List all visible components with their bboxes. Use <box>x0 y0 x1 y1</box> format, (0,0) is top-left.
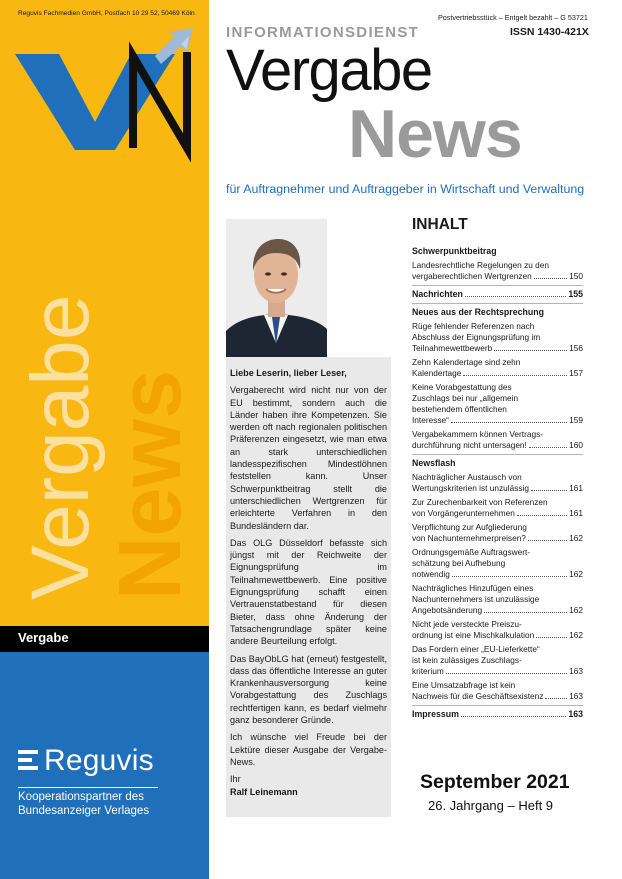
reguvis-brand: Reguvis <box>44 744 154 777</box>
toc-entry-line: Nicht jede versteckte Preiszu- <box>412 619 522 629</box>
toc-entry-line: Nachträglicher Austausch von <box>412 472 522 482</box>
toc-entry-last-line <box>412 630 583 641</box>
toc-entry-text: vergaberechtlichen Wertgrenzen <box>412 271 532 281</box>
toc-section-title: Nachrichten <box>412 289 463 299</box>
toc-entry-text: von Nachunternehmerpreisen? <box>412 533 526 543</box>
toc-page-number: 157 <box>569 368 583 378</box>
category-label: Vergabe <box>18 630 69 645</box>
toc-entry-text: kriterium <box>412 666 444 676</box>
toc-entry-text: Angebotsänderung <box>412 605 483 615</box>
issn-number: ISSN 1430-421X <box>510 26 589 38</box>
toc-entry-line: Keine Vorabgestattung des <box>412 382 512 392</box>
masthead-news: News <box>348 96 522 172</box>
toc-entry-text: notwendig <box>412 569 450 579</box>
toc-entry-text: von Vorgängerunternehmen <box>412 508 515 518</box>
toc-entry-last-line <box>412 691 583 702</box>
toc-leader <box>484 612 567 613</box>
toc-entry[interactable] <box>412 583 583 616</box>
toc-entry[interactable] <box>412 619 583 641</box>
toc-divider <box>412 303 583 304</box>
toc-entry-line: Ordnungsgemäße Auftragswert- <box>412 547 531 557</box>
editorial-paragraph: Das OLG Düsseldorf befasste sich jüngst mit der Reichweite der Eignungsprüfung im Teilnahmewettbewerb. Eine positive Eignungsprüfung schafft einen Vertrauenstatbestand für diesen Bieter, dass ohne Änderung der Tatsachengrundlage später keine andere Beurteilung erfolgt. <box>230 537 387 647</box>
toc-leader <box>494 350 567 351</box>
toc-entry-line: Rüge fehlender Referenzen nach <box>412 321 535 331</box>
toc-leader <box>452 576 567 577</box>
toc-entry-text: durchführung nicht untersagen! <box>412 440 527 450</box>
toc-entry-line: Vergabekammern können Vertrags- <box>412 429 543 439</box>
toc-page-number: 162 <box>569 605 583 615</box>
toc-title: INHALT <box>412 216 468 233</box>
toc-entry-last-line <box>412 271 583 282</box>
toc-entry-line: Zuschlags bei nur „allgemein <box>412 393 519 403</box>
toc-divider <box>412 454 583 455</box>
editorial-paragraph: Ich wünsche viel Freude bei der Lektüre dieser Ausgabe der Vergabe-News. <box>230 732 387 767</box>
toc-page-number: 162 <box>569 533 583 543</box>
editorial-signer: Ralf Leinemann <box>230 786 298 797</box>
toc-entry-line: Verpflichtung zur Aufgliederung <box>412 522 527 532</box>
toc-entry-line: Nachträgliches Hinzufügen eines <box>412 583 534 593</box>
toc-entry-last-line <box>412 343 583 354</box>
toc-entry-line: Landesrechtliche Regelungen zu den <box>412 260 549 270</box>
toc-entry-line: Eine Umsatzabfrage ist kein <box>412 680 516 690</box>
toc-section-title: Newsflash <box>412 458 456 468</box>
toc-leader <box>528 540 567 541</box>
toc-entry-last-line <box>412 569 583 580</box>
postage-note: Postvertriebsstück – Entgelt bezahlt – G 53721 <box>438 13 588 22</box>
toc-page-number: 155 <box>568 289 583 299</box>
toc-page-number: 163 <box>569 691 583 701</box>
toc-page-number: 163 <box>568 709 583 719</box>
toc-entry-line: ist kein zulässiges Zuschlags- <box>412 655 522 665</box>
toc-entry[interactable] <box>412 429 583 451</box>
toc-entry[interactable] <box>412 472 583 494</box>
editorial-text <box>230 367 387 798</box>
toc-body <box>412 246 583 720</box>
toc-page-number: 163 <box>569 666 583 676</box>
partner-line-2: Bundesanzeiger Verlages <box>18 805 150 817</box>
vn-logo-icon <box>15 22 205 162</box>
toc-entry-last-line <box>412 605 583 616</box>
toc-entry[interactable] <box>412 260 583 282</box>
toc-entry-text: Wertungskriterien ist unzulässig <box>412 483 529 493</box>
toc-page-number: 162 <box>569 569 583 579</box>
toc-leader <box>529 447 567 448</box>
toc-page-number: 159 <box>569 415 583 425</box>
editorial-greeting: Liebe Leserin, lieber Leser, <box>230 368 347 378</box>
masthead-vergabe: Vergabe <box>226 38 432 103</box>
toc-entry-last-line <box>412 533 583 544</box>
toc-entry-last-line <box>412 415 583 426</box>
editorial-paragraph: Vergaberecht wird nicht nur von der EU bestimmt, sondern auch die Länder haben ihre Kompetenzen. Sie werden oft nach regionalen politischen Präferenzen eingesetzt, wie man etwa an stark unterschiedlichen landesspezifischen Mindestlöhnen feststellen kann. Unser Schwerpunktbeitrag stellt die unterschiedlichen Wertgrenzen für erleichterte Verfahren in den Bundesländern dar. <box>230 385 387 531</box>
toc-page-number: 161 <box>569 483 583 493</box>
toc-section-title: Neues aus der Rechtsprechung <box>412 307 544 317</box>
editorial-closing: Ihr <box>230 774 241 785</box>
toc-page-number: 162 <box>569 630 583 640</box>
editorial-paragraph: Das BayObLG hat (erneut) festgestellt, dass das öffentliche Interesse an guter Krankenhausversorgung keine Vorabgestattung des Zuschlags rechtfertigen kann, es bedarf vielmehr ganz besonderer Gründe. <box>230 653 387 726</box>
editor-portrait <box>226 219 327 357</box>
toc-entry-last-line <box>412 508 583 519</box>
toc-entry-line: Zur Zurechenbarkeit von Referenzen <box>412 497 548 507</box>
vertical-title-watermark <box>0 150 209 620</box>
toc-entry[interactable] <box>412 680 583 702</box>
toc-entry[interactable] <box>412 497 583 519</box>
toc-entry[interactable] <box>412 382 583 426</box>
toc-leader <box>534 278 567 279</box>
toc-entry-text: Kalendertage <box>412 368 462 378</box>
toc-section-impressum[interactable] <box>412 709 583 720</box>
partner-divider <box>18 787 158 788</box>
toc-entry-text: ordnung ist eine Mischkalkulation <box>412 630 535 640</box>
toc-entry-line: Zehn Kalendertage sind zehn <box>412 357 521 367</box>
toc-entry-text: Teilnahmewettbewerb <box>412 343 493 353</box>
toc-leader <box>451 422 567 423</box>
toc-entry-line: Nachunternehmers ist unzulässige <box>412 594 540 604</box>
toc-entry[interactable] <box>412 644 583 677</box>
table-of-contents <box>412 216 583 723</box>
toc-entry-line: Abschluss der Eignungsprüfung im <box>412 332 541 342</box>
toc-entry-last-line <box>412 666 583 677</box>
toc-leader <box>463 375 567 376</box>
toc-leader <box>465 296 566 297</box>
toc-page-number: 150 <box>569 271 583 281</box>
toc-entry[interactable] <box>412 522 583 544</box>
toc-page-number: 156 <box>569 343 583 353</box>
toc-entry-line: bestehendem öffentlichen <box>412 404 507 414</box>
vertical-word-vergabe: Vergabe <box>15 294 106 600</box>
vertical-word-news: News <box>100 370 199 600</box>
toc-entry-last-line <box>412 368 583 379</box>
toc-divider <box>412 285 583 286</box>
toc-divider <box>412 705 583 706</box>
toc-section-title: Schwerpunktbeitrag <box>412 246 497 256</box>
issue-date: September 2021 <box>420 771 570 793</box>
issue-volume: 26. Jahrgang – Heft 9 <box>428 798 554 813</box>
masthead-subtitle: für Auftragnehmer und Auftraggeber in Wirtschaft und Verwaltung <box>226 182 585 196</box>
portrait-illustration-icon <box>226 219 327 357</box>
toc-entry[interactable] <box>412 547 583 580</box>
toc-entry[interactable] <box>412 321 583 354</box>
toc-entry[interactable] <box>412 357 583 379</box>
toc-section-nachrichten[interactable] <box>412 289 583 300</box>
toc-leader <box>536 637 567 638</box>
toc-leader <box>446 673 567 674</box>
toc-section-title: Impressum <box>412 709 459 719</box>
toc-entry-last-line <box>412 440 583 451</box>
toc-leader <box>545 698 567 699</box>
reguvis-mark-icon <box>18 746 40 772</box>
info-label: INFORMATIONSDIENST <box>226 24 420 41</box>
partner-line-1: Kooperationspartner des <box>18 791 144 803</box>
toc-entry-line: Das Fordern einer „EU-Lieferkette“ <box>412 644 540 654</box>
toc-leader <box>517 515 567 516</box>
toc-entry-text: Interesse“ <box>412 415 449 425</box>
toc-page-number: 160 <box>569 440 583 450</box>
toc-entry-last-line <box>412 483 583 494</box>
publisher-address: Reguvis Fachmedien GmbH, Postfach 10 29 52, 50469 Köln <box>18 10 195 17</box>
toc-leader <box>531 490 567 491</box>
toc-entry-text: Nachweis für die Geschäftsexistenz <box>412 691 544 701</box>
toc-entry-line: schätzung bei Aufhebung <box>412 558 506 568</box>
toc-page-number: 161 <box>569 508 583 518</box>
toc-leader <box>461 716 566 717</box>
